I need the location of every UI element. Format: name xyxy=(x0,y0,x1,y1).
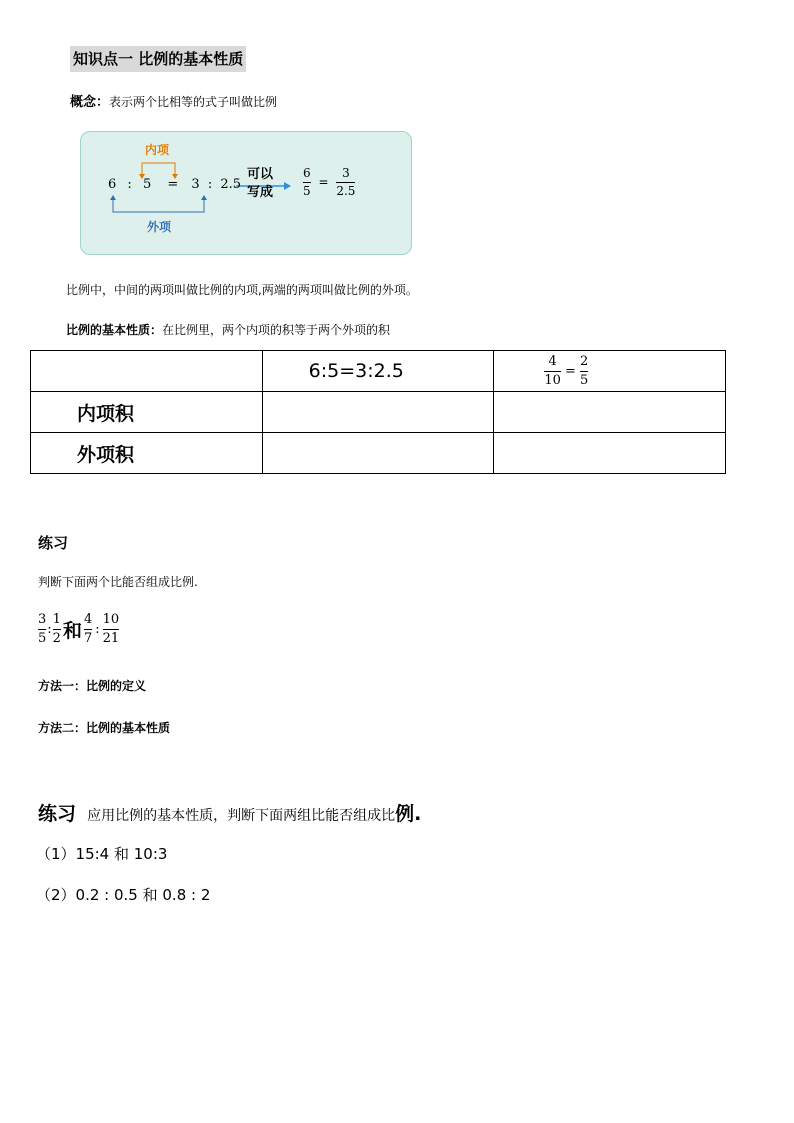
term-b: 5 xyxy=(142,177,152,192)
ratio1-n2: 1 xyxy=(52,612,61,627)
ratio2-colon: : xyxy=(95,621,100,637)
fraction-left xyxy=(303,167,311,197)
ratio2-n2: 10 xyxy=(102,612,120,627)
table-frac-equals: = xyxy=(565,363,576,379)
practice1-title: 练习 xyxy=(38,534,69,552)
fraction-left-den: 5 xyxy=(303,183,311,198)
concept-line xyxy=(70,92,277,113)
concept-label: 概念： xyxy=(70,95,110,110)
section-title: 知识点一 比例的基本性质 xyxy=(70,46,246,72)
ratio2-d2: 21 xyxy=(102,630,120,646)
outer-term-label: 外项 xyxy=(147,220,172,234)
outer-bracket xyxy=(113,198,204,212)
method-one: 方法一：比例的定义 xyxy=(38,679,147,693)
ratio1-n1: 3 xyxy=(38,612,47,627)
fraction-form xyxy=(303,167,355,197)
row-label-outer-product: 外项积 xyxy=(31,433,263,474)
table-cell xyxy=(494,433,726,474)
question-2: （2）0.2 : 0.5 和 0.8 : 2 xyxy=(36,886,211,904)
fraction-right-num: 3 xyxy=(342,166,350,180)
property-text: 在比例里，两个内项的积等于两个外项的积 xyxy=(162,323,391,337)
table-frac-den2: 5 xyxy=(580,372,589,388)
method-two: 方法二：比例的基本性质 xyxy=(38,721,171,735)
fraction-equals: = xyxy=(318,175,329,190)
term-c: 3 xyxy=(191,177,200,192)
property-table xyxy=(30,350,726,474)
term-d: 2.5 xyxy=(220,177,242,192)
explanation-text: 比例中，中间的两项叫做比例的内项,两端的两项叫做比例的外项。 xyxy=(66,283,418,297)
fraction-left-num: 6 xyxy=(303,166,311,180)
table-fraction-left xyxy=(544,355,561,387)
ratio2-frac1 xyxy=(84,613,92,645)
ratio-expression xyxy=(108,176,241,194)
question-1: （1）15:4 和 10:3 xyxy=(36,845,168,863)
table-header-fraction xyxy=(494,351,726,392)
table-row xyxy=(31,433,726,474)
outer-arrow-left xyxy=(110,195,116,200)
outer-arrow-right xyxy=(201,195,207,200)
ratio1-frac1 xyxy=(38,613,46,645)
ratio-conjunction: 和 xyxy=(62,619,82,642)
practice2-title: 练习 xyxy=(38,803,77,825)
table-frac-den1: 10 xyxy=(544,372,561,388)
table-header-row xyxy=(31,351,726,392)
ratio2-n1: 4 xyxy=(83,612,93,627)
inner-bracket xyxy=(142,163,175,176)
writes-as-text xyxy=(247,166,273,202)
table-row xyxy=(31,392,726,433)
practice1-ratios xyxy=(38,613,119,645)
practice2-prompt: 应用比例的基本性质，判断下面两组比能否组成比 xyxy=(87,808,396,824)
row-label-inner-product: 内项积 xyxy=(31,392,263,433)
writes-as-line2: 写成 xyxy=(247,185,274,200)
concept-text: 表示两个比相等的式子叫做比例 xyxy=(109,95,278,109)
colon-2: : xyxy=(207,177,213,192)
ratio1-frac2 xyxy=(53,613,61,645)
table-cell xyxy=(494,392,726,433)
table-frac-num2: 2 xyxy=(580,353,589,369)
colon-1: : xyxy=(127,177,132,192)
table-cell-empty xyxy=(31,351,263,392)
table-frac-num1: 4 xyxy=(548,353,557,369)
table-cell xyxy=(262,392,494,433)
fraction-right xyxy=(336,167,355,197)
practice2-prompt-end: 例. xyxy=(395,803,422,825)
table-fraction-right xyxy=(580,355,588,387)
writes-as-line1: 可以 xyxy=(247,167,274,182)
table-cell xyxy=(262,433,494,474)
ratio1-d2: 2 xyxy=(52,630,61,646)
ratio2-frac2 xyxy=(103,613,120,645)
inner-term-label: 内项 xyxy=(145,143,170,157)
table-header-ratio: 6:5=3:2.5 xyxy=(262,351,494,392)
term-a: 6 xyxy=(108,177,117,192)
equals-sign: = xyxy=(167,177,179,192)
property-label: 比例的基本性质： xyxy=(66,323,163,337)
ratio1-colon: : xyxy=(47,621,52,637)
ratio2-d1: 7 xyxy=(83,630,93,646)
fraction-right-den: 2.5 xyxy=(336,183,356,198)
ratio-diagram xyxy=(80,131,412,255)
property-line xyxy=(66,321,390,339)
practice1-prompt: 判断下面两个比能否组成比例. xyxy=(38,575,198,589)
ratio1-d1: 5 xyxy=(38,630,47,646)
practice2-header xyxy=(38,799,421,826)
writes-as-arrow-head xyxy=(284,182,291,190)
